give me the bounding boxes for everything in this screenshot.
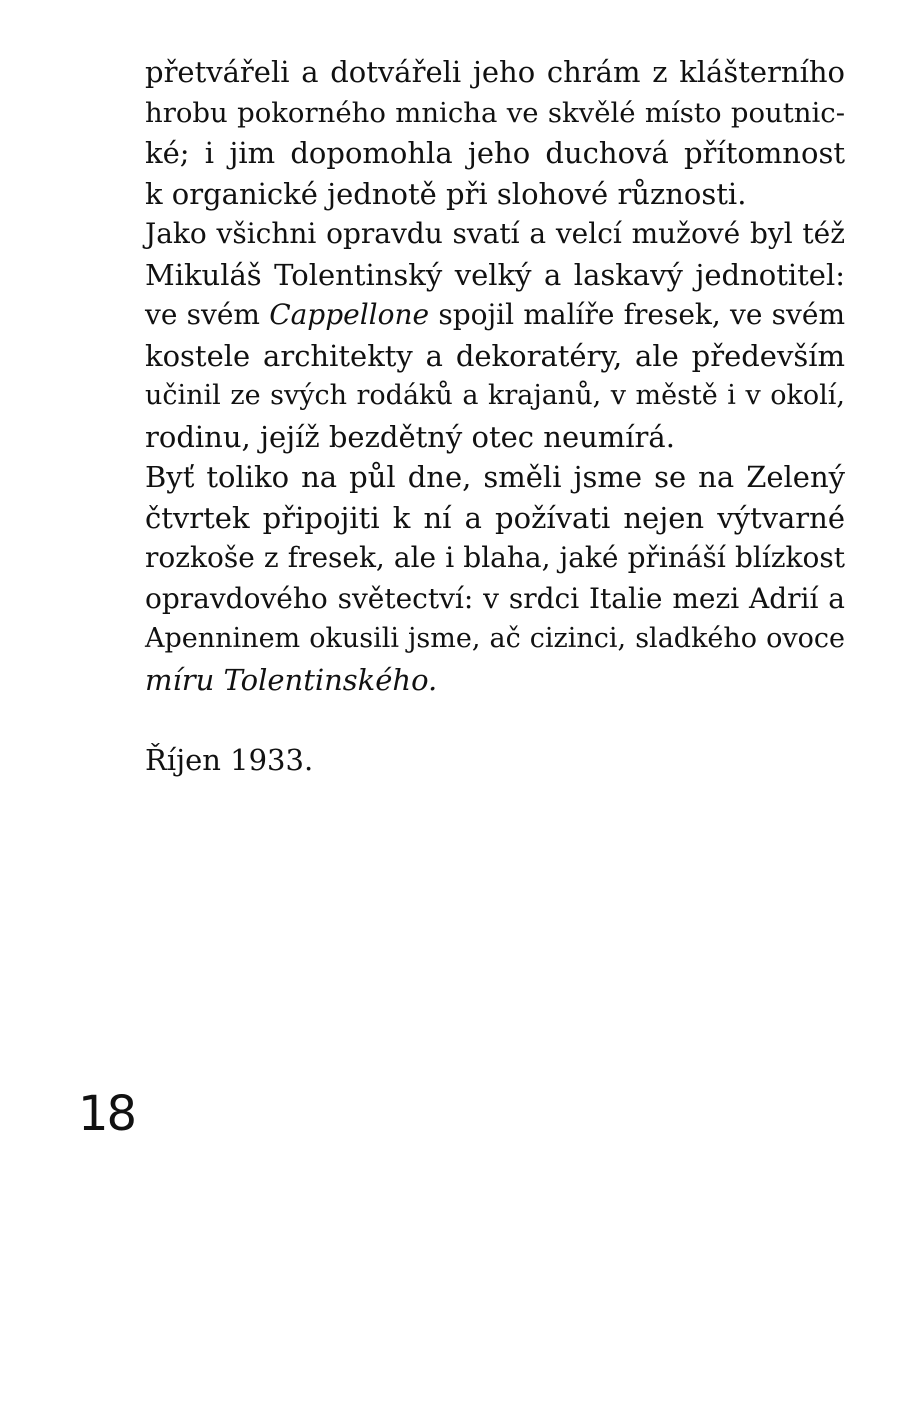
text-line bbox=[145, 660, 845, 701]
body-text bbox=[145, 52, 845, 700]
text-line: Jako všichni opravdu svatí a velcí mužové byl též bbox=[145, 217, 845, 250]
text-line: hrobu pokorného mnicha ve skvělé místo poutnic- bbox=[145, 96, 845, 129]
text-line: opravdového světectví: v srdci Italie mezi Adrií a bbox=[145, 581, 845, 615]
italic-title: Cappellone bbox=[269, 298, 430, 331]
text-line: rozkoše z fresek, ale i blaha, jaké přináší blízkost bbox=[145, 541, 845, 574]
text-line: Byť toliko na půl dne, směli jsme se na Zelený bbox=[145, 460, 845, 494]
text-line: čtvrtek připojiti k ní a požívati nejen výtvarné bbox=[145, 500, 845, 535]
text-line: Apenninem okusili jsme, ač cizinci, sladkého ovoce bbox=[145, 623, 845, 654]
text-line: přetvářeli a dotvářeli jeho chrám z klášterního bbox=[145, 55, 845, 89]
text-line: učinil ze svých rodáků a krajanů, v městě i v okolí, bbox=[145, 380, 845, 411]
text-line: k organické jednotě při slohové různosti. bbox=[145, 176, 747, 211]
date-signature: Říjen 1933. bbox=[145, 743, 314, 777]
text-line: ké; i jim dopomohla jeho duchová přítomnost bbox=[145, 136, 845, 170]
text-line bbox=[145, 295, 845, 336]
italic-phrase: míru Tolentinského. bbox=[145, 662, 438, 697]
text-line: Mikuláš Tolentinský velký a laskavý jednotitel: bbox=[145, 257, 845, 292]
text-segment: ve svém bbox=[145, 298, 270, 331]
page-number: 18 bbox=[78, 1086, 136, 1142]
text-line: kostele architekty a dekoratéry, ale především bbox=[145, 338, 845, 373]
text-line: rodinu, jejíž bezdětný otec neumírá. bbox=[145, 419, 675, 454]
text-segment: spojil malíře fresek, ve svém bbox=[429, 298, 845, 331]
